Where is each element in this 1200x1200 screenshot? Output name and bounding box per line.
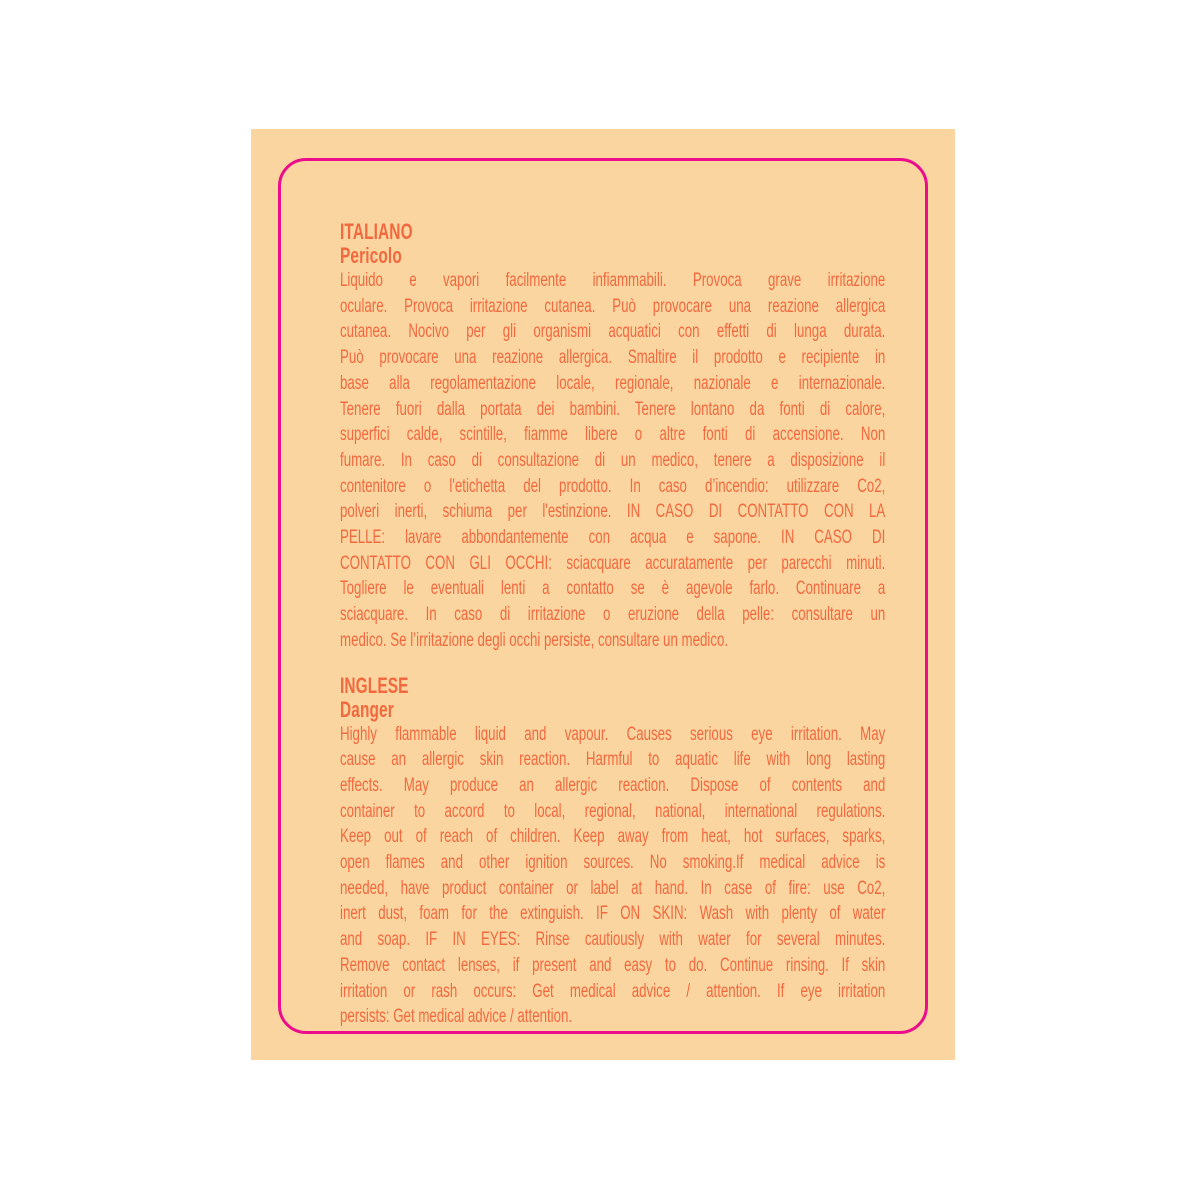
- hazard-text-line: container to accord to local, regional, national, international regulations.: [340, 800, 886, 822]
- hazard-text-line: open flames and other ignition sources. No smoking.If medical advice is: [340, 852, 886, 874]
- hazard-text-line: Remove contact lenses, if present and easy to do. Continue rinsing. If skin: [340, 954, 886, 976]
- signal-word-danger: Danger: [340, 696, 394, 722]
- section-english: [340, 674, 885, 1030]
- hazard-text-line: superfici calde, scintille, fiamme libere o altre fonti di accensione. Non: [340, 424, 886, 446]
- hazard-text-line: Highly flammable liquid and vapour. Causes serious eye irritation. May: [340, 723, 886, 745]
- hazard-text-line: contenitore o l'etichetta del prodotto. In caso d’incendio: utilizzare Co2,: [340, 475, 886, 497]
- hazard-text-line: medico. Se l’irritazione degli occhi persiste, consultare un medico.: [340, 629, 729, 651]
- hazard-text-line: inert dust, foam for the extinguish. IF ON SKIN: Wash with plenty of water: [340, 903, 886, 925]
- label-border-frame: [278, 158, 928, 1034]
- hazard-statements-italian: [340, 268, 885, 654]
- hazard-text-line: CONTATTO CON GLI OCCHI: sciacquare accuratamente per parecchi minuti.: [340, 552, 886, 574]
- signal-word-pericolo: Pericolo: [340, 243, 402, 268]
- hazard-text-line: sciacquare. In caso di irritazione o eruzione della pelle: consultare un: [340, 604, 886, 626]
- language-heading-inglese: INGLESE: [340, 672, 409, 698]
- label-text-content: [340, 220, 885, 1030]
- hazard-text-line: effects. May produce an allergic reaction. Dispose of contents and: [340, 774, 886, 796]
- hazard-text-line: Può provocare una reazione allergica. Smaltire il prodotto e recipiente in: [340, 347, 886, 369]
- section-italian: [340, 220, 885, 654]
- hazard-text-line: Togliere le eventuali lenti a contatto se è agevole farlo. Continuare a: [340, 578, 886, 600]
- hazard-text-line: persists: Get medical advice / attention.: [340, 1006, 573, 1028]
- hazard-text-line: irritation or rash occurs: Get medical advice / attention. If eye irritation: [340, 980, 886, 1002]
- hazard-text-line: base alla regolamentazione locale, regionale, nazionale e internazionale.: [340, 372, 886, 394]
- hazard-text-line: Tenere fuori dalla portata dei bambini. Tenere lontano da fonti di calore,: [340, 398, 886, 420]
- hazard-text-line: PELLE: lavare abbondantemente con acqua e sapone. IN CASO DI: [340, 527, 886, 549]
- language-heading-italiano: ITALIANO: [340, 219, 413, 244]
- hazard-statements-english: [340, 722, 885, 1030]
- hazard-text-line: cause an allergic skin reaction. Harmful to aquatic life with long lasting: [340, 749, 886, 771]
- label-sheet: [251, 129, 955, 1060]
- hazard-text-line: needed, have product container or label at hand. In case of fire: use Co2,: [340, 877, 886, 899]
- hazard-text-line: Keep out of reach of children. Keep away from heat, hot surfaces, sparks,: [340, 826, 886, 848]
- hazard-text-line: cutanea. Nocivo per gli organismi acquatici con effetti di lunga durata.: [340, 321, 886, 343]
- hazard-text-line: and soap. IF IN EYES: Rinse cautiously with water for several minutes.: [340, 929, 886, 951]
- hazard-text-line: polveri inerti, schiuma per l'estinzione. IN CASO DI CONTATTO CON LA: [340, 501, 886, 523]
- hazard-text-line: oculare. Provoca irritazione cutanea. Può provocare una reazione allergica: [340, 295, 886, 317]
- hazard-text-line: Liquido e vapori facilmente infiammabili. Provoca grave irritazione: [340, 270, 886, 291]
- hazard-text-line: fumare. In caso di consultazione di un medico, tenere a disposizione il: [340, 449, 886, 471]
